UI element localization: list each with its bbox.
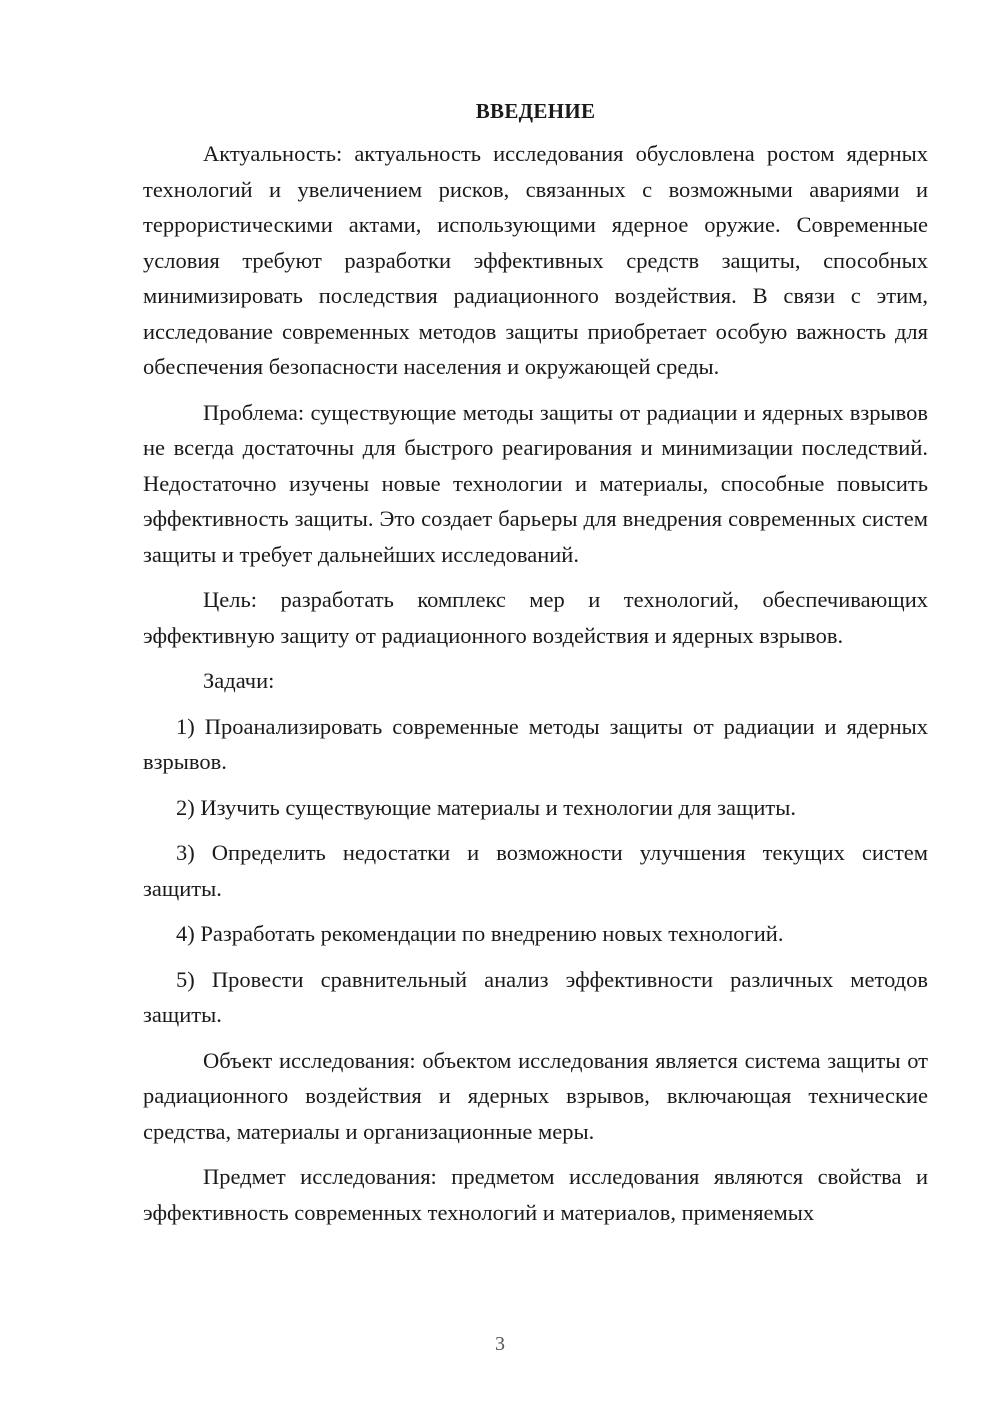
task-item: 2) Изучить существующие материалы и технологии для защиты.	[176, 794, 796, 820]
task-item: 5) Провести сравнительный анализ эффективности различных методов защиты.	[143, 966, 928, 1027]
subject-paragraph: Предмет исследования: предметом исследования являются свойства и эффективность современных технологий и материалов, применяемых	[143, 1164, 928, 1225]
page-content	[143, 96, 928, 1240]
task-item: 4) Разработать рекомендации по внедрению новых технологий.	[176, 921, 784, 946]
relevance-paragraph: Актуальность: актуальность исследования обусловлена ростом ядерных технологий и увеличением рисков, связанных с возможными авариями и террористическими актами, использующими ядерное оружие. Современные условия требуют разработки эффективных средств защиты, способных минимизировать последствия радиационного воздействия. В связи с этим, исследование современных методов защиты приобретает особую важность для обеспечения безопасности населения и окружающей среды.	[143, 141, 928, 379]
problem-paragraph: Проблема: существующие методы защиты от радиации и ядерных взрывов не всегда достаточны для быстрого реагирования и минимизации последствий. Недостаточно изучены новые технологии и материалы, способные повысить эффективность защиты. Это создает барьеры для внедрения современных систем защиты и требует дальнейших исследований.	[143, 399, 928, 567]
goal-paragraph: Цель: разработать комплекс мер и технологий, обеспечивающих эффективную защиту от радиационного воздействия и ядерных взрывов.	[143, 587, 928, 648]
section-title: ВВЕДЕНИЕ	[475, 99, 596, 123]
object-paragraph: Объект исследования: объектом исследования является система защиты от радиационного воздействия и ядерных взрывов, включающая технические средства, материалы и организационные меры.	[143, 1047, 928, 1144]
task-item: 3) Определить недостатки и возможности улучшения текущих систем защиты.	[143, 840, 928, 901]
page-number: 3	[495, 1333, 505, 1355]
task-item: 1) Проанализировать современные методы защиты от радиации и ядерных взрывов.	[143, 713, 928, 774]
tasks-heading: Задачи:	[203, 668, 275, 693]
